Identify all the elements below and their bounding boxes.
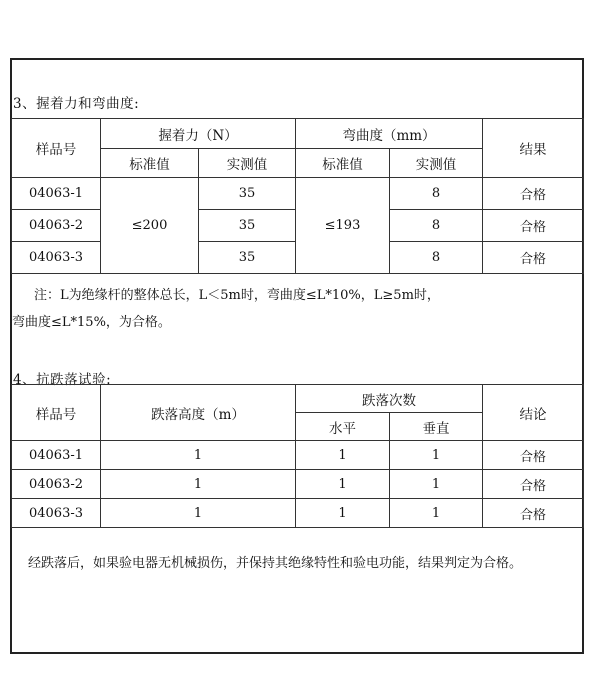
sample-cell: 04063-1 [12,178,101,210]
header-horizontal: 水平 [296,413,390,441]
sample-cell: 04063-2 [12,210,101,242]
header-drop-height: 跌落高度（m） [101,385,296,441]
grip-bend-table [11,118,584,274]
grip-measured-cell: 35 [199,242,296,274]
grip-standard-cell: ≤200 [101,178,199,274]
header-bend-measured: 实测值 [390,149,483,178]
horizontal-cell: 1 [296,441,390,470]
section3-title: 3、握着力和弯曲度: [13,96,140,112]
bend-measured-cell: 8 [390,210,483,242]
height-cell: 1 [101,441,296,470]
note-line-1: 注：L为绝缘杆的整体总长，L＜5m时，弯曲度≤L*10%，L≥5m时， [34,288,440,303]
conclusion-cell: 合格 [483,441,584,470]
height-cell: 1 [101,499,296,528]
header-conclusion: 结论 [483,385,584,441]
drop-test-conclusion: 经跌落后，如果验电器无机械损伤，并保持其绝缘特性和验电功能，结果判定为合格。 [28,556,523,571]
bend-standard-cell: ≤193 [296,178,390,274]
header-sample-no: 样品号 [12,119,101,178]
table-row [12,470,584,499]
result-cell: 合格 [483,242,584,274]
header-vertical: 垂直 [390,413,483,441]
result-cell: 合格 [483,178,584,210]
bend-measured-cell: 8 [390,242,483,274]
header-sample-no: 样品号 [12,385,101,441]
vertical-cell: 1 [390,441,483,470]
grip-measured-cell: 35 [199,210,296,242]
header-result: 结果 [483,119,584,178]
table-row [12,499,584,528]
table-row [12,441,584,470]
conclusion-cell: 合格 [483,470,584,499]
sample-cell: 04063-3 [12,499,101,528]
sample-cell: 04063-2 [12,470,101,499]
vertical-cell: 1 [390,470,483,499]
grip-measured-cell: 35 [199,178,296,210]
header-bend-standard: 标准值 [296,149,390,178]
horizontal-cell: 1 [296,470,390,499]
sample-cell: 04063-3 [12,242,101,274]
height-cell: 1 [101,470,296,499]
header-grip-force: 握着力（N） [101,119,296,149]
section4-title: 4、抗跌落试验: [13,372,112,388]
header-grip-measured: 实测值 [199,149,296,178]
sample-cell: 04063-1 [12,441,101,470]
note-line-2: 弯曲度≤L*15%，为合格。 [12,315,171,330]
table-row [12,178,584,210]
conclusion-cell: 合格 [483,499,584,528]
vertical-cell: 1 [390,499,483,528]
header-grip-standard: 标准值 [101,149,199,178]
drop-test-table [11,384,584,528]
bend-measured-cell: 8 [390,178,483,210]
result-cell: 合格 [483,210,584,242]
header-drop-count: 跌落次数 [296,385,483,413]
horizontal-cell: 1 [296,499,390,528]
header-bend: 弯曲度（mm） [296,119,483,149]
